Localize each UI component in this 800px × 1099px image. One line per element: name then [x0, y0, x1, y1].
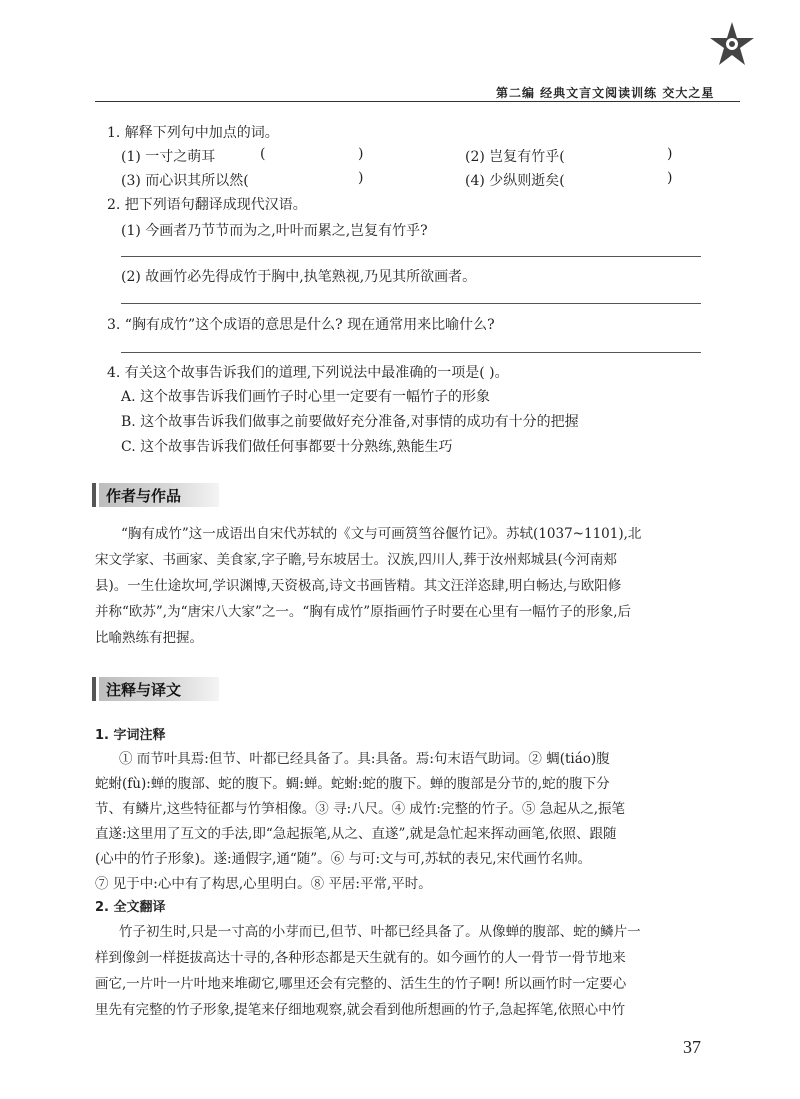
q4-option-c: C. 这个故事告诉我们做任何事都要十分熟练,熟能生巧	[121, 439, 453, 455]
translation-line-1: 竹子初生时,只是一寸高的小芽而已,但节、叶都已经具备了。从像蝉的腹部、蛇的鳞片一	[119, 924, 641, 940]
section-banner-author	[92, 483, 222, 507]
q1-item-1-open: (	[260, 146, 266, 162]
star-logo-icon	[708, 20, 756, 68]
translation-line-2: 样到像剑一样挺拔高达十寻的,各种形态都是天生就有的。如今画竹的人一骨节一骨节地来	[95, 950, 626, 966]
q1-item-1: (1) 一寸之萌耳	[121, 149, 216, 165]
header-rule	[95, 101, 740, 102]
answer-line	[121, 303, 701, 304]
notes-line-6: ⑦ 见于中:心中有了构思,心里明白。⑧ 平居:平常,平时。	[95, 876, 432, 892]
q1-item-2: (2) 岂复有竹乎(	[465, 149, 565, 165]
q4-option-a: A. 这个故事告诉我们画竹子时心里一定要有一幅竹子的形象	[121, 389, 491, 405]
translation-line-4: 里先有完整的竹子形象,提笔来仔细地观察,就会看到他所想画的竹子,急起挥笔,依照心中竹	[95, 1002, 626, 1018]
q2-sentence-2: (2) 故画竹必先得成竹于胸中,执笔熟视,乃见其所欲画者。	[121, 269, 477, 285]
subheading-word-notes: 1. 字词注释	[95, 728, 166, 743]
q3-stem: 3. “胸有成竹”这个成语的意思是什么? 现在通常用来比喻什么?	[107, 317, 495, 333]
q1-item-2-close: )	[667, 146, 673, 162]
section-banner-notes	[92, 677, 222, 701]
q1-item-3: (3) 而心识其所以然(	[121, 173, 249, 189]
banner-bar	[92, 677, 96, 701]
translation-line-3: 画它,一片叶一片叶地来堆砌它,哪里还会有完整的、活生生的竹子啊! 所以画竹时一定要心	[95, 976, 627, 992]
banner-bar	[92, 483, 96, 507]
author-line-5: 比喻熟练有把握。	[95, 630, 203, 646]
q2-sentence-1: (1) 今画者乃节节而为之,叶叶而累之,岂复有竹乎?	[121, 223, 428, 239]
page-number: 37	[683, 1037, 701, 1057]
notes-line-5: (心中的竹子形象)。遂:通假字,通“随”。⑥ 与可:文与可,苏轼的表兄,宋代画竹名帅。	[95, 851, 592, 867]
answer-line	[121, 256, 701, 257]
q1-stem: 1. 解释下列句中加点的词。	[107, 125, 279, 141]
q4-option-b: B. 这个故事告诉我们做事之前要做好充分准备,对事情的成功有十分的把握	[121, 414, 579, 430]
q1-item-1-close: )	[358, 146, 364, 162]
notes-line-2: 蛇蚹(fù):蝉的腹部、蛇的腹下。蜩:蝉。蛇蚹:蛇的腹下。蝉的腹部是分节的,蛇的腹下分	[95, 776, 610, 792]
q4-stem: 4. 有关这个故事告诉我们的道理,下列说法中最准确的一项是( )。	[107, 365, 509, 381]
answer-line	[121, 352, 701, 353]
q2-stem: 2. 把下列语句翻译成现代汉语。	[107, 197, 307, 213]
author-line-4: 并称“欧苏”,为“唐宋八大家”之一。“胸有成竹”原指画竹子时要在心里有一幅竹子的形象,后	[95, 604, 631, 620]
section-title: 作者与作品	[106, 487, 182, 505]
q1-item-3-close: )	[358, 170, 364, 186]
section-title: 注释与译文	[106, 681, 182, 699]
notes-line-4: 直遂:这里用了互文的手法,即“急起振笔,从之、直遂”,就是急忙起来挥动画笔,依照、跟随	[95, 826, 617, 842]
subheading-translation: 2. 全文翻译	[95, 900, 166, 915]
q1-item-4: (4) 少纵则逝矣(	[465, 173, 565, 189]
author-line-2: 宋文学家、书画家、美食家,字子瞻,号东坡居士。汉族,四川人,葬于汝州郏城县(今河南郏	[95, 552, 617, 568]
q1-item-4-close: )	[667, 170, 673, 186]
author-line-3: 县)。一生仕途坎坷,学识渊博,天资极高,诗文书画皆精。其文汪洋恣肆,明白畅达,与欧阳修	[95, 578, 622, 594]
notes-line-1: ① 而节叶具焉:但节、叶都已经具备了。具:具备。焉:句末语气助词。② 蜩(tiáo)腹	[119, 751, 610, 767]
author-line-1: “胸有成竹”这一成语出自宋代苏轼的《文与可画筼筜谷偃竹记》。苏轼(1037~1101),北	[121, 526, 642, 542]
running-header: 第二编 经典文言文阅读训练 交大之星	[496, 86, 715, 100]
notes-line-3: 节、有鳞片,这些特征都与竹笋相像。③ 寻:八尺。④ 成竹:完整的竹子。⑤ 急起从之,振笔	[95, 801, 626, 817]
